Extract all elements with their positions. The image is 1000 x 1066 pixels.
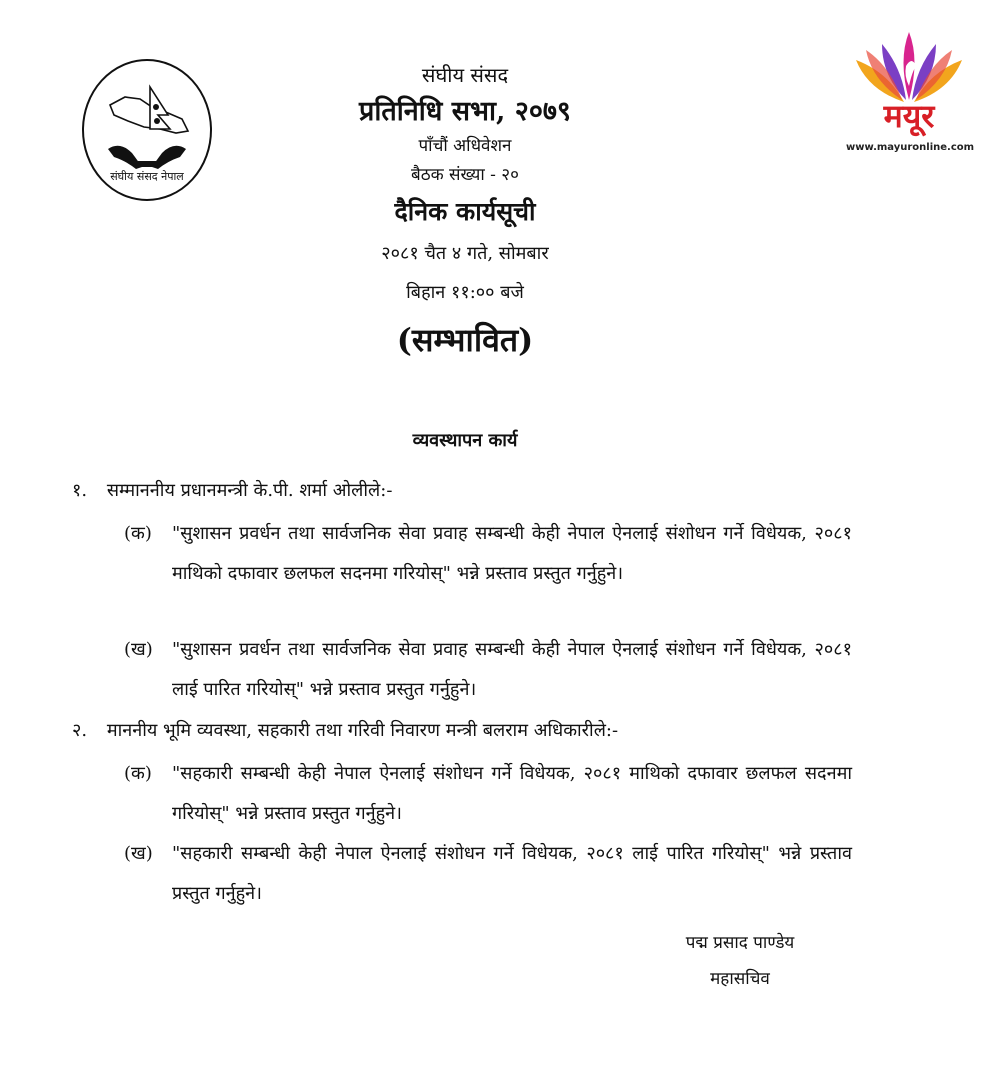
signatory-name: पद्म प्रसाद पाण्डेय — [685, 933, 795, 953]
subitem-label: (क) — [124, 763, 152, 784]
house-name: प्रतिनिधि सभा, २०७९ — [359, 96, 571, 127]
parliament-emblem — [80, 57, 214, 203]
document-header — [250, 58, 680, 368]
agenda-subitem-1b — [124, 630, 854, 710]
mayur-brand-logo — [846, 26, 975, 160]
probable-label: (सम्भावित) — [396, 321, 534, 359]
subitem-text: "सुशासन प्रवर्धन तथा सार्वजनिक सेवा प्रवाह सम्बन्धी केही नेपाल ऐनलाई संशोधन गर्ने विधेयक, २०८१ लाई पारित गरियोस्" भन्ने प्रस्ताव प्रस्तुत गर्नुहुने। — [172, 639, 852, 700]
meeting-number: बैठक संख्या - २० — [411, 165, 519, 185]
subitem-text: "सुशासन प्रवर्धन तथा सार्वजनिक सेवा प्रवाह सम्बन्धी केही नेपाल ऐनलाई संशोधन गर्ने विधेयक, २०८१ माथिको दफावार छलफल सदनमा गरियोस्" भन्ने प्रस्ताव प्रस्तुत गर्नुहुने। — [172, 523, 852, 584]
subitem-text: "सहकारी सम्बन्धी केही नेपाल ऐनलाई संशोधन गर्ने विधेयक, २०८१ माथिको दफावार छलफल सदनमा गरियोस्" भन्ने प्रस्ताव प्रस्तुत गर्नुहुने। — [172, 763, 852, 824]
session-name: पाँचौं अधिवेशन — [418, 136, 512, 156]
meeting-time: बिहान ११:०० बजे — [406, 282, 524, 303]
emblem-caption: संघीय संसद नेपाल — [110, 170, 184, 183]
agenda-item-1 — [72, 478, 392, 502]
section-title: व्यवस्थापन कार्य — [412, 430, 518, 451]
parliament-name: संघीय संसद — [421, 63, 509, 87]
peacock-lotus-icon — [846, 26, 972, 106]
subitem-text: "सहकारी सम्बन्धी केही नेपाल ऐनलाई संशोधन गर्ने विधेयक, २०८१ लाई पारित गरियोस्" भन्ने प्रस्ताव प्रस्तुत गर्नुहुने। — [172, 843, 852, 904]
agenda-subitem-2b — [124, 834, 854, 914]
item-heading: सम्माननीय प्रधानमन्त्री के.पी. शर्मा ओलीले:- — [106, 480, 393, 501]
brand-name: मयूर — [883, 97, 935, 135]
signatory-title: महासचिव — [710, 969, 770, 989]
subitem-label: (क) — [124, 523, 152, 544]
item-number: २. — [72, 720, 88, 741]
agenda-subitem-1a — [124, 514, 854, 634]
item-heading: माननीय भूमि व्यवस्था, सहकारी तथा गरिवी निवारण मन्त्री बलराम अधिकारीले:- — [106, 720, 619, 741]
subitem-label: (ख) — [124, 639, 153, 660]
item-number: १. — [72, 480, 88, 501]
meeting-date: २०८१ चैत ४ गते, सोमबार — [381, 243, 549, 264]
agenda-title: दैनिक कार्यसूची — [394, 197, 536, 226]
brand-url: www.mayuronline.com — [846, 142, 975, 153]
agenda-item-2 — [72, 718, 618, 742]
agenda-subitem-2a — [124, 754, 854, 834]
subitem-label: (ख) — [124, 843, 153, 864]
